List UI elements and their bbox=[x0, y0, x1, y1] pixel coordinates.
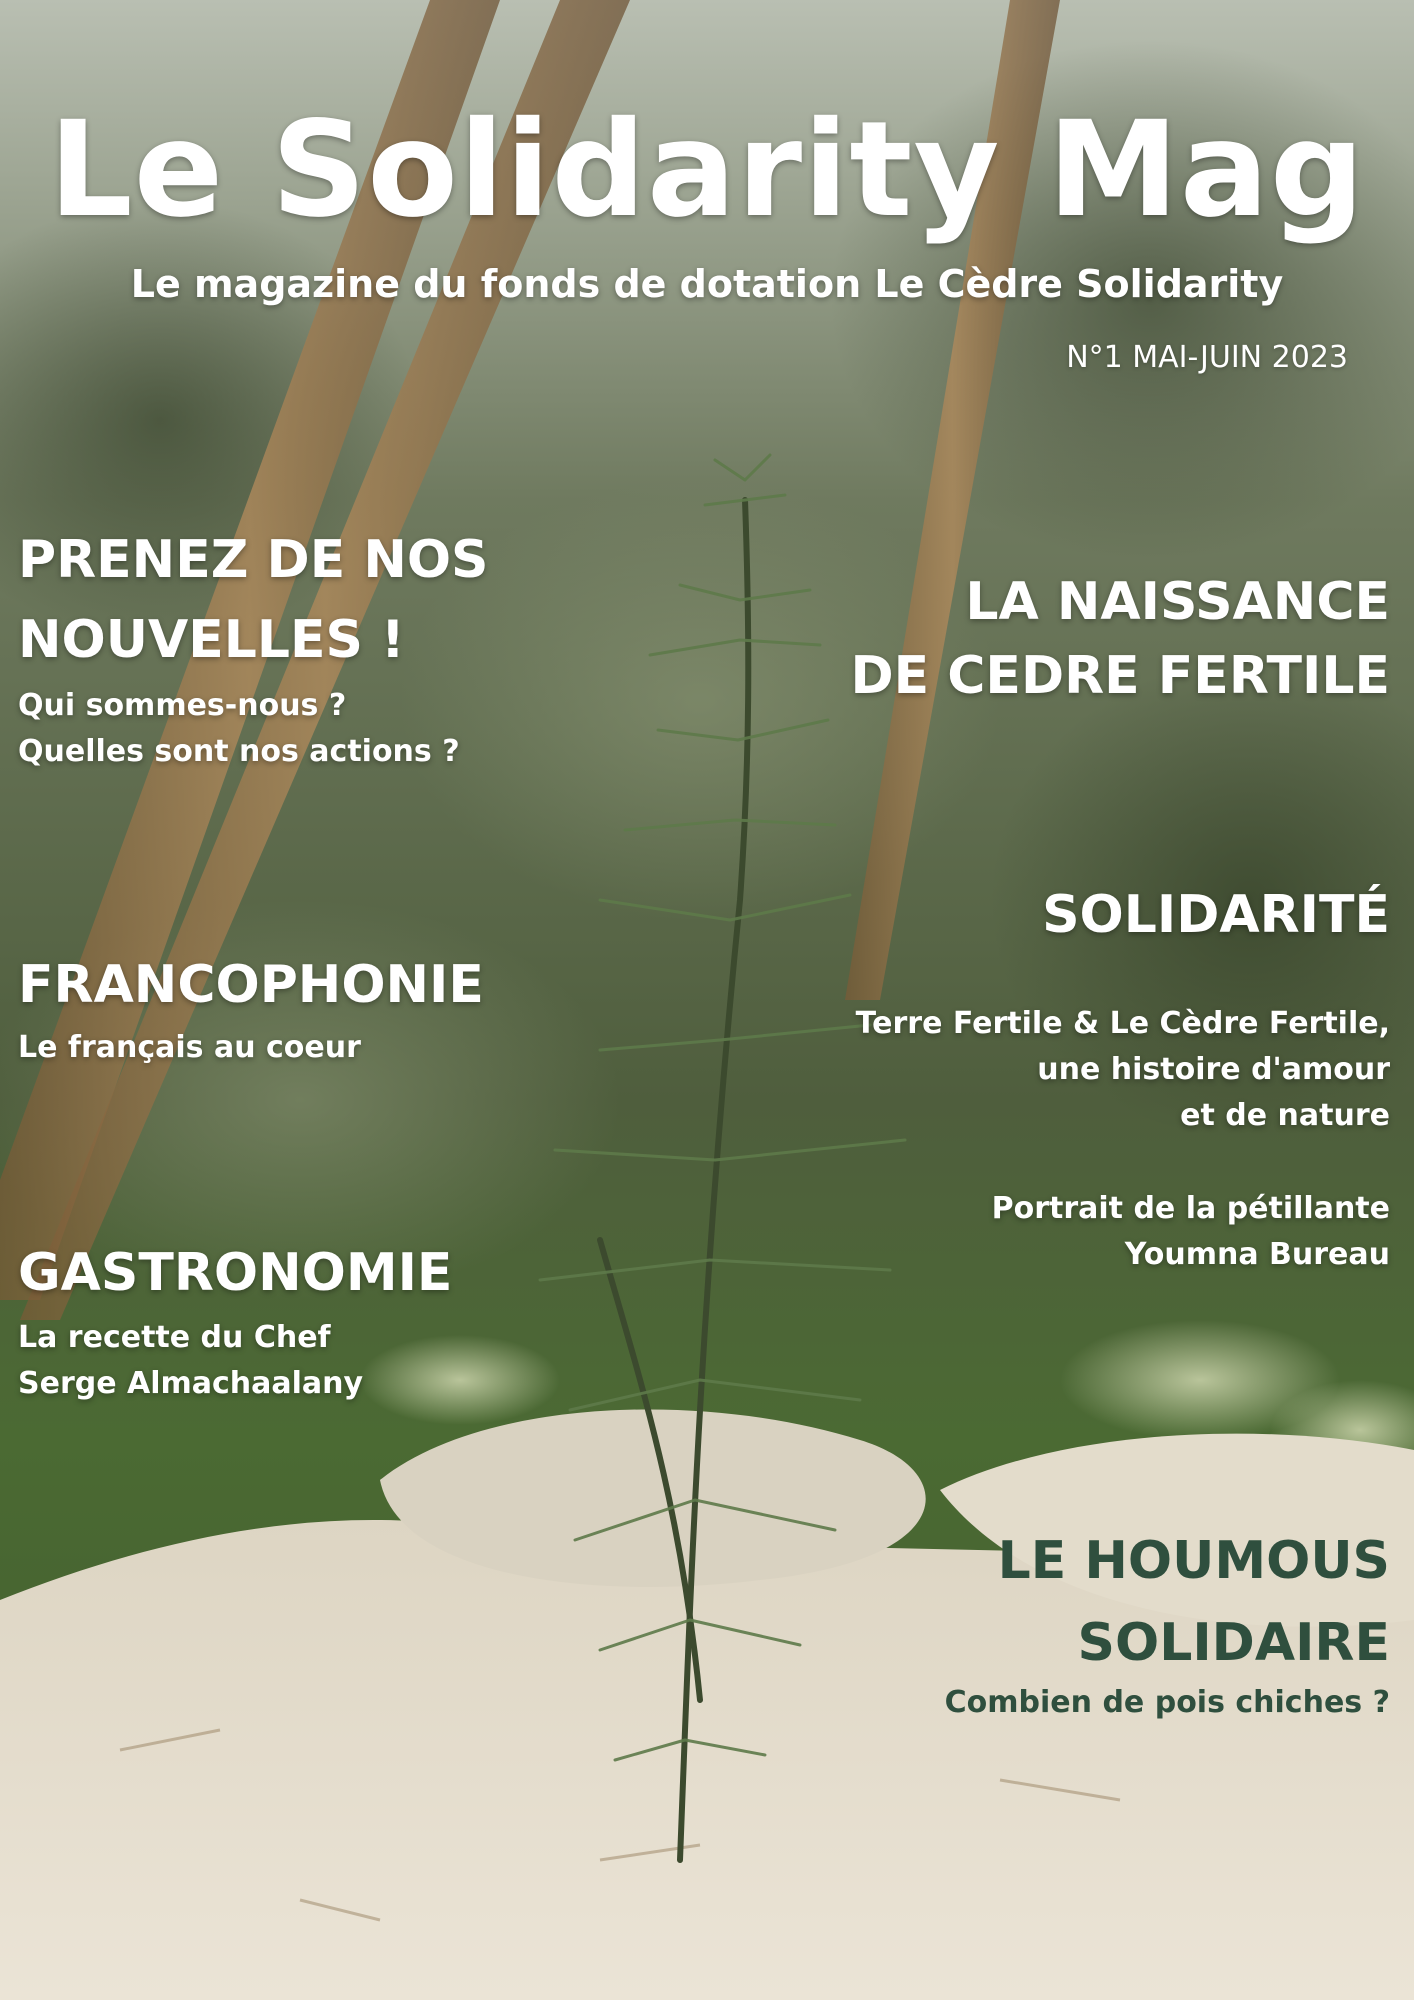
teaser-line: La recette du Chef bbox=[18, 1320, 331, 1355]
teaser-line: Combien de pois chiches ? bbox=[944, 1685, 1390, 1720]
issue-label: N°1 MAI-JUIN 2023 bbox=[1066, 340, 1348, 375]
headline-line: DE CEDRE FERTILE bbox=[850, 646, 1390, 706]
headline-solidarite: SOLIDARITÉ bbox=[1042, 885, 1390, 945]
teaser-line: et de nature bbox=[1180, 1098, 1390, 1133]
headline-francophonie: FRANCOPHONIE bbox=[18, 955, 484, 1015]
teaser-nouvelles bbox=[18, 683, 460, 775]
teaser-line: Le français au coeur bbox=[18, 1030, 361, 1065]
teaser-houmous bbox=[945, 1680, 1390, 1726]
teaser-line: Portrait de la pétillante bbox=[991, 1191, 1390, 1226]
headline-line: NOUVELLES ! bbox=[18, 610, 405, 670]
teaser-line: Quelles sont nos actions ? bbox=[18, 734, 460, 769]
headline-line: SOLIDAIRE bbox=[1077, 1613, 1390, 1673]
teaser-gastronomie bbox=[18, 1315, 363, 1407]
headline-line: LA NAISSANCE bbox=[965, 572, 1390, 632]
teaser-line: Youmna Bureau bbox=[1124, 1237, 1390, 1272]
teaser-line: Terre Fertile & Le Cèdre Fertile, bbox=[855, 1006, 1390, 1041]
magazine-title: Le Solidarity Mag bbox=[48, 93, 1366, 247]
magazine-subtitle: Le magazine du fonds de dotation Le Cèdre Solidarity bbox=[130, 262, 1284, 306]
headline-naissance bbox=[850, 565, 1390, 713]
headline-gastronomie: GASTRONOMIE bbox=[18, 1243, 453, 1303]
teaser-portrait bbox=[992, 1186, 1390, 1278]
teaser-francophonie bbox=[18, 1025, 361, 1071]
headline-line: LE HOUMOUS bbox=[997, 1531, 1390, 1591]
teaser-line: Serge Almachaalany bbox=[18, 1366, 364, 1401]
headline-houmous bbox=[998, 1520, 1390, 1684]
headline-nouvelles bbox=[18, 520, 489, 680]
teaser-line: une histoire d'amour bbox=[1037, 1052, 1390, 1087]
teaser-solidarite bbox=[856, 1001, 1390, 1139]
headline-line: PRENEZ DE NOS bbox=[18, 530, 489, 590]
teaser-line: Qui sommes-nous ? bbox=[18, 688, 347, 723]
